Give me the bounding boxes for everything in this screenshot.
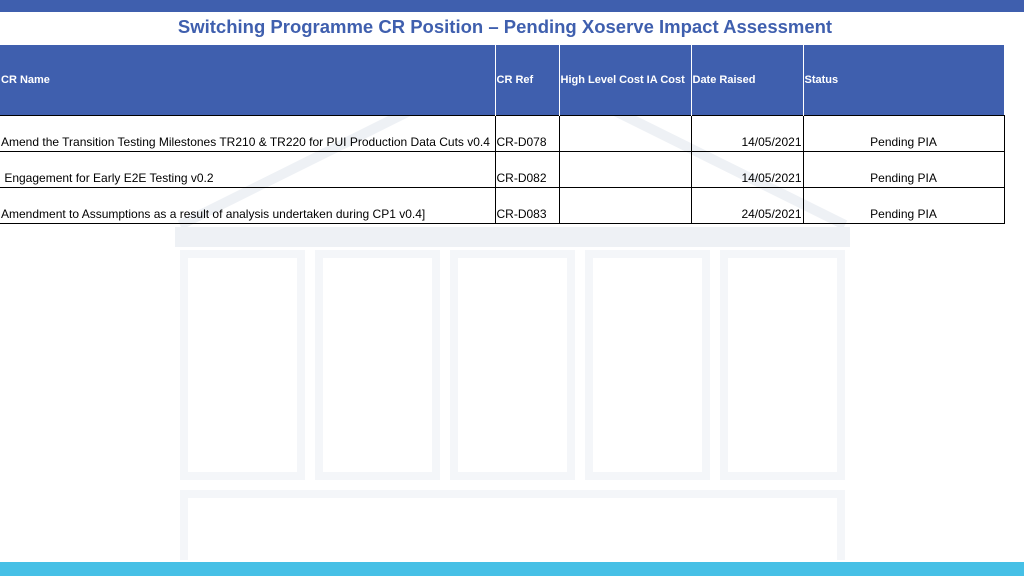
- cell-cr-ref: CR-D083: [495, 188, 559, 224]
- cell-status: Pending PIA: [803, 116, 1004, 152]
- table-header-row: [0, 45, 1004, 116]
- cell-date-raised: 14/05/2021: [691, 152, 803, 188]
- top-accent-bar: [0, 0, 1024, 12]
- page-title: Switching Programme CR Position – Pending Xoserve Impact Assessment: [177, 16, 833, 37]
- header-status: Status: [803, 45, 1004, 116]
- header-date-raised: Date Raised: [691, 45, 803, 116]
- cell-cr-name: Amendment to Assumptions as a result of analysis undertaken during CP1 v0.4]: [0, 188, 495, 224]
- header-cost: High Level Cost IA Cost: [559, 45, 691, 116]
- table-row: [0, 188, 1004, 224]
- cell-date-raised: 14/05/2021: [691, 116, 803, 152]
- cell-cr-ref: CR-D078: [495, 116, 559, 152]
- cr-table: [0, 45, 1005, 224]
- cell-date-raised: 24/05/2021: [691, 188, 803, 224]
- header-cr-ref: CR Ref: [495, 45, 559, 116]
- cell-cr-name: Engagement for Early E2E Testing v0.2: [0, 152, 495, 188]
- cell-cost: [559, 152, 691, 188]
- cell-cr-ref: CR-D082: [495, 152, 559, 188]
- cell-cost: [559, 188, 691, 224]
- cell-status: Pending PIA: [803, 152, 1004, 188]
- cell-cost: [559, 116, 691, 152]
- bottom-accent-bar: [0, 562, 1024, 576]
- cell-status: Pending PIA: [803, 188, 1004, 224]
- cell-cr-name: Amend the Transition Testing Milestones TR210 & TR220 for PUI Production Data Cuts v0.4: [0, 116, 495, 152]
- table-row: [0, 152, 1004, 188]
- header-cr-name: CR Name: [0, 45, 495, 116]
- table-row: [0, 116, 1004, 152]
